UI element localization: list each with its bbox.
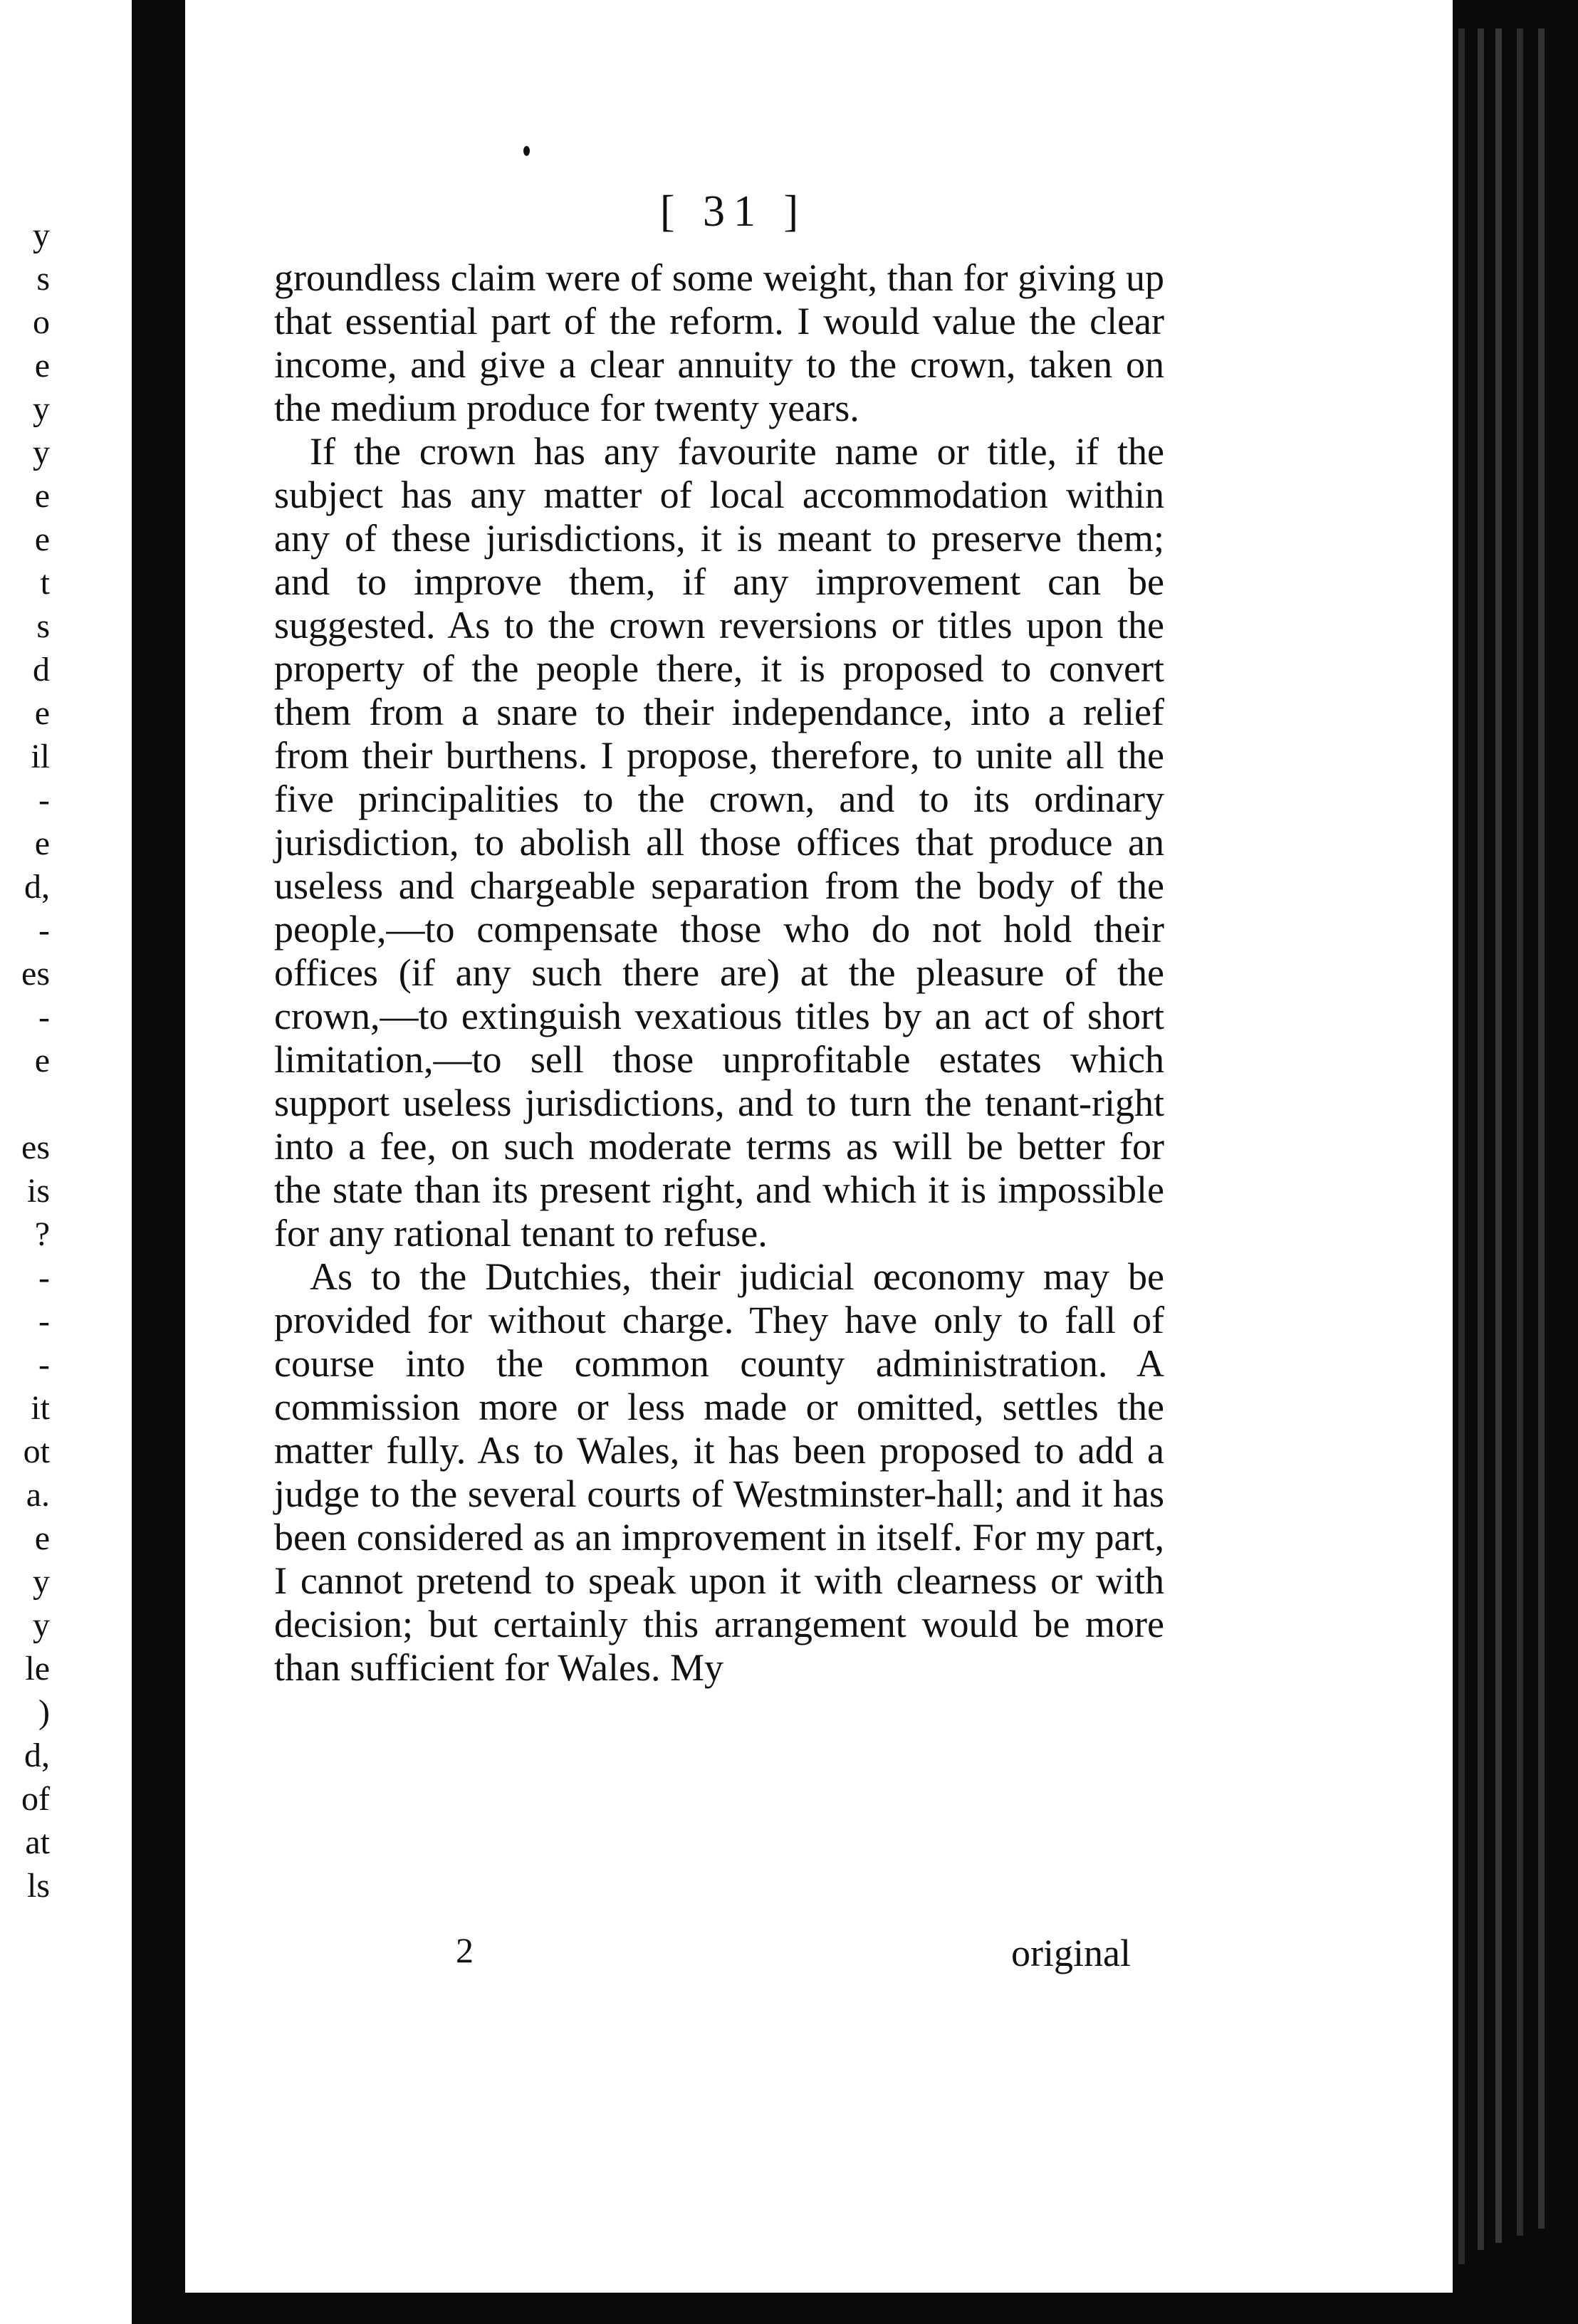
facing-page-fragment: ? [34, 1215, 50, 1253]
facing-page-fragments [0, 214, 50, 1907]
facing-page-fragment: d, [24, 1737, 50, 1774]
signature-mark: 2 [456, 1930, 474, 1970]
facing-page-fragment: e [34, 694, 50, 732]
facing-page-fragment: t [40, 564, 50, 602]
page-fore-edge [1495, 28, 1502, 2243]
facing-page-fragment: is [26, 1172, 50, 1210]
facing-page-fragment: - [38, 1259, 50, 1297]
scan-border-bottom [132, 2293, 1578, 2324]
facing-page-fragment: o [33, 303, 50, 341]
body-text [274, 256, 1164, 1690]
facing-page-fragment: e [34, 1042, 50, 1079]
facing-page-fragment: e [34, 825, 50, 862]
facing-page-fragment: - [38, 911, 50, 949]
facing-page-fragment: y [33, 1606, 50, 1644]
facing-page-fragment: e [34, 347, 50, 384]
ink-speck [523, 146, 530, 156]
facing-page-fragment: y [33, 216, 50, 254]
facing-page-fragment: a. [26, 1476, 50, 1514]
facing-page-fragment: of [21, 1780, 50, 1818]
facing-page-fragment: s [36, 260, 50, 298]
facing-page-fragment: il [31, 738, 50, 775]
facing-page-fragment: it [31, 1389, 50, 1427]
facing-page-fragment: ls [26, 1867, 50, 1905]
facing-page-fragment: e [34, 520, 50, 558]
facing-page-fragment: ot [23, 1433, 50, 1470]
facing-page-fragment: es [21, 1129, 50, 1166]
page-number-header: [ 31 ] [659, 187, 808, 236]
scan-border-left-strip [132, 0, 185, 2324]
page-fore-edge [1458, 28, 1465, 2264]
facing-page-fragment: d, [24, 868, 50, 906]
facing-page-fragment: ) [38, 1693, 50, 1731]
facing-page-fragment: es [21, 955, 50, 993]
paragraph-3: As to the Dutchies, their judicial œconomy may be provided for without charge. They have only to fall of course into the common county administration. A commission more or less made or omitted, settles the matter fully. As to Wales, it has been proposed to add a judge to the several courts of Westminster-hall; and it has been considered as an improvement in itself. For my part, I cannot pretend to speak upon it with clearness or with decision; but certainly this arrangement would be more than sufficient for Wales. My [274, 1255, 1164, 1689]
facing-page-fragment: y [33, 1563, 50, 1601]
facing-page-fragment: - [38, 1346, 50, 1383]
paragraph-1: groundless claim were of some weight, than for giving up that essential part of the reform. I would value the clear income, and give a clear annuity to the crown, taken on the medium produce for twenty years. [274, 256, 1164, 429]
facing-page-fragment: - [38, 781, 50, 819]
facing-page-fragment: s [36, 607, 50, 645]
facing-page-fragment: y [33, 434, 50, 471]
facing-page-fragment: - [38, 1302, 50, 1340]
facing-page-fragment: y [33, 390, 50, 428]
facing-page-fragment [0, 1082, 50, 1126]
facing-page-fragment: e [34, 1519, 50, 1557]
facing-page-fragment: le [25, 1650, 50, 1687]
facing-page-fragment: e [34, 477, 50, 515]
paragraph-2: If the crown has any favourite name or title, if the subject has any matter of local accommodation within any of these jurisdictions, it is meant to preserve them; and to improve them, if any improvement can be suggested. As to the crown reversions or titles upon the property of the people there, it is proposed to convert them from a snare to their independance, into a relief from their burthens. I propose, therefore, to unite all the five principalities to the crown, and to its ordinary jurisdiction, to abolish all those offices that produce an useless and chargeable separation from the body of the people,—to compensate those who do not hold their offices (if any such there are) at the pleasure of the crown,—to extinguish vexatious titles by an act of short limitation,—to sell those unprofitable estates which support useless jurisdictions, and to turn the tenant-right into a fee, on such moderate terms as will be better for the state than its present right, and which it is impossible for any rational tenant to refuse. [274, 430, 1164, 1255]
catchword: original [1011, 1932, 1131, 1974]
facing-page-fragment: d [33, 651, 50, 689]
scan-border-right [1453, 0, 1578, 2324]
page-fore-edge [1517, 28, 1523, 2236]
page-fore-edge [1538, 28, 1545, 2229]
page-fore-edge [1478, 28, 1484, 2250]
facing-page-fragment: at [25, 1823, 50, 1861]
facing-page-fragment: - [38, 998, 50, 1036]
